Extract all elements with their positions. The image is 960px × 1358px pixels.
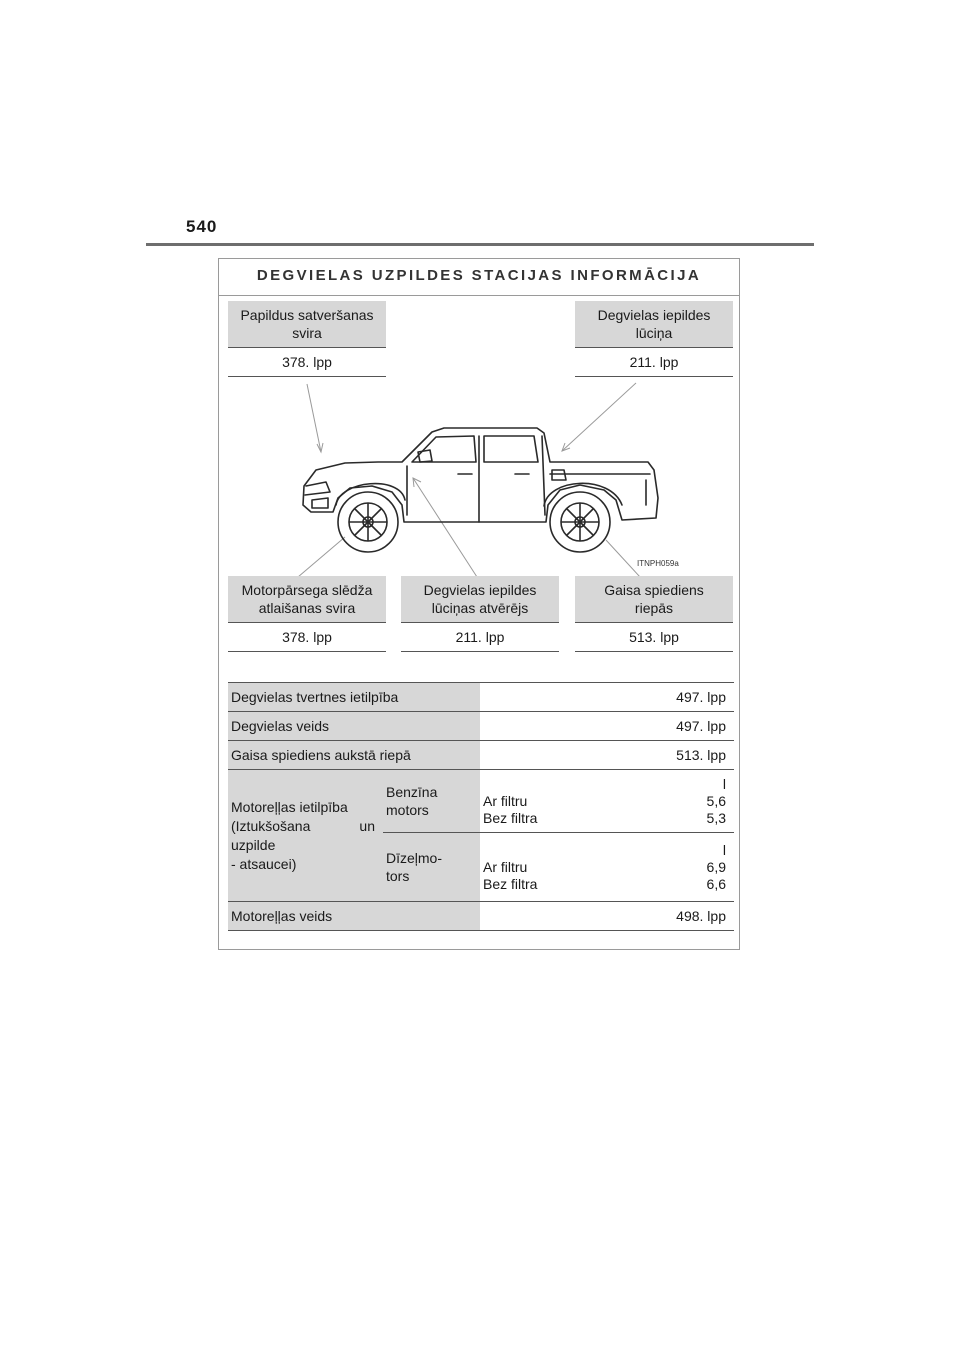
capacity-unit: l [722,841,726,858]
callout-label: Degvielas iepildes [423,582,537,598]
capacity-with-filter [483,859,726,876]
section-title: DEGVIELAS UZPILDES STACIJAS INFORMĀCIJA [219,259,739,296]
capacity-value: 5,3 [706,809,726,826]
capacity-value: 6,6 [706,875,726,892]
callout-label: Motorpārsega slēdža [241,582,373,598]
capacity-value: 5,6 [706,792,726,809]
row-page-ref[interactable]: 498. lpp [480,902,734,931]
callout-label: Gaisa spiediens [604,582,704,598]
oil-capacity-label-line: - atsaucei) [231,855,297,872]
engine-type-line: Benzīna [386,784,438,800]
capacity-value: 6,9 [706,858,726,875]
table-row [228,712,734,741]
capacity-without-filter [483,876,726,893]
page-ref-auxiliary-catch-lever[interactable]: 378. lpp [228,349,386,377]
page-ref-fuel-filler-door-opener[interactable]: 211. lpp [401,624,559,652]
page-ref-hood-release-lever[interactable]: 378. lpp [228,624,386,652]
row-label: Degvielas tvertnes ietilpība [228,683,480,712]
oil-capacity-label-line [231,817,375,836]
capacity-without-filter [483,810,726,827]
engine-type-line: motors [386,802,429,818]
callout-label: lūciņas atvērējs [431,600,529,616]
table-row [228,683,734,712]
engine-type-line: tors [386,868,410,884]
callout-fuel-filler-door [575,301,733,348]
callout-label: Degvielas iepildes [597,307,711,323]
capacity-label: Bez filtra [483,809,538,826]
oil-capacity-label [228,770,383,902]
header-rule [146,243,814,246]
oil-capacity-label-word: un [359,817,375,834]
row-label: Motoreļļas veids [228,902,480,931]
illustration-code: ITNPH059a [637,559,679,568]
row-page-ref[interactable]: 497. lpp [480,712,734,741]
engine-type-petrol [383,770,480,833]
oil-capacity-petrol-values [480,770,734,833]
capacity-label: Ar filtru [483,792,528,809]
oil-capacity-label-word: (Iztukšošana [231,817,311,834]
page-number: 540 [186,217,218,236]
callout-auxiliary-catch-lever [228,301,386,348]
callout-hood-release-lever [228,576,386,623]
row-label: Gaisa spiediens aukstā riepā [228,741,480,770]
engine-type-line: Dīzeļmo- [386,850,443,866]
table-row [228,741,734,770]
capacity-with-filter [483,793,726,810]
table-row [228,902,734,931]
oil-capacity-diesel-values [480,833,734,902]
page-ref-tire-pressure[interactable]: 513. lpp [575,624,733,652]
table-row-oil-petrol [228,770,734,833]
callout-fuel-filler-door-opener [401,576,559,623]
oil-capacity-label-line: Motoreļļas ietilpība [231,798,348,815]
callout-label: atlaišanas svira [258,600,356,616]
capacity-unit: l [722,775,726,792]
callout-tire-pressure [575,576,733,623]
page-ref-fuel-filler-door[interactable]: 211. lpp [575,349,733,377]
callout-label: riepās [634,600,674,616]
row-page-ref[interactable]: 513. lpp [480,741,734,770]
oil-capacity-label-line: uzpilde [231,836,276,853]
row-label: Degvielas veids [228,712,480,741]
callout-label: lūciņa [635,325,673,341]
callout-label: svira [292,325,322,341]
engine-type-diesel [383,833,480,902]
fuel-info-table [228,682,734,931]
row-page-ref[interactable]: 497. lpp [480,683,734,712]
capacity-label: Bez filtra [483,875,538,892]
callout-label: Papildus satveršanas [240,307,374,323]
capacity-label: Ar filtru [483,858,528,875]
